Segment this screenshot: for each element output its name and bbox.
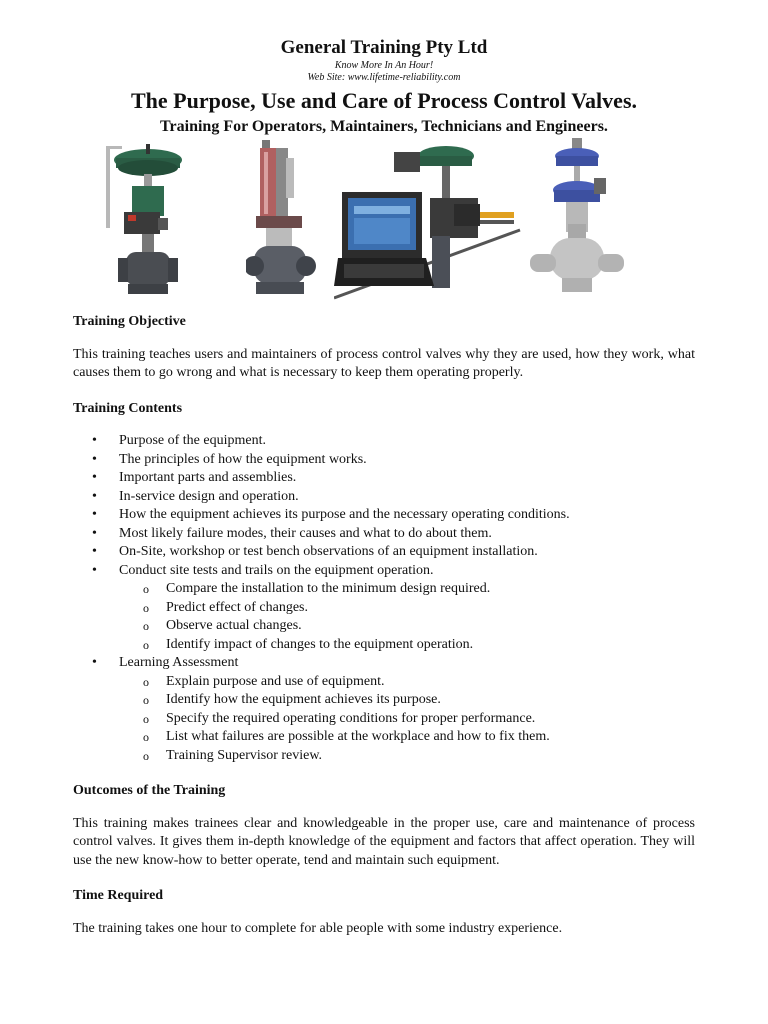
contents-list (73, 432, 695, 765)
list-item (73, 543, 695, 562)
company-name: General Training Pty Ltd (280, 37, 488, 58)
website-line: Web Site: www.lifetime-reliability.com (307, 72, 461, 83)
sub-list-item (119, 617, 695, 636)
tagline: Know More In An Hour! (334, 60, 434, 71)
outcomes-text: This training makes trainees clear and knowledgeable in the proper use, care and maintenance of process control valves. It gives them in-depth knowledge of the equipment and factors that affect operation. They will use the new know-how to better operate, tend and maintain such equipment. (73, 815, 695, 868)
time-heading: Time Required (73, 888, 164, 903)
valve-photo-strip (0, 138, 768, 306)
sub-list-item-text: Training Supervisor review. (166, 747, 323, 763)
list-item-text: Important parts and assemblies. (119, 470, 297, 485)
time-text: The training takes one hour to complete for able people with some industry experience. (73, 920, 563, 936)
document-title: The Purpose, Use and Care of Process Control Valves. (131, 88, 637, 113)
document-body (73, 313, 695, 938)
objective-heading: Training Objective (73, 314, 186, 329)
sub-bullet-marker: o (143, 748, 149, 763)
document-header (0, 36, 768, 138)
list-item-text: Conduct site tests and trails on the equipment operation. (119, 562, 434, 578)
sub-bullet-marker: o (143, 693, 149, 707)
bullet-marker: • (92, 470, 97, 485)
list-item (73, 654, 695, 765)
bullet-marker: • (92, 507, 97, 522)
sub-bullet-marker: o (143, 619, 149, 633)
sub-list-item (119, 747, 695, 766)
sub-list-item-text: Predict effect of changes. (166, 599, 309, 615)
sub-list-item-text: Specify the required operating conditions for proper performance. (166, 710, 536, 726)
list-item (73, 469, 695, 488)
sub-bullet-marker: o (143, 711, 149, 726)
sub-list (119, 580, 695, 654)
list-item-text: In-service design and operation. (119, 488, 299, 504)
sub-list-item-text: Identify how the equipment achieves its purpose. (166, 692, 441, 707)
sub-bullet-marker: o (143, 674, 149, 689)
list-item-text: How the equipment achieves its purpose and the necessary operating conditions. (119, 507, 570, 522)
list-item (73, 525, 695, 544)
bullet-marker: • (92, 433, 97, 448)
outcomes-heading: Outcomes of the Training (73, 783, 226, 798)
bullet-marker: • (92, 562, 97, 578)
list-item (73, 506, 695, 525)
sub-list-item (119, 599, 695, 618)
sub-list-item (119, 691, 695, 710)
list-item-text: The principles of how the equipment works. (119, 451, 367, 467)
bullet-marker: • (92, 525, 97, 541)
bullet-marker: • (92, 544, 97, 559)
control-valve-cylinder-actuator-photo (246, 138, 316, 302)
valve-testing-laptop-setup-photo (334, 138, 524, 302)
control-valve-blue-actuator-photo (530, 138, 624, 302)
list-item-text: Purpose of the equipment. (119, 433, 266, 448)
bullet-marker: • (92, 488, 97, 504)
bullet-marker: • (92, 655, 97, 670)
sub-list-item-text: List what failures are possible at the workplace and how to fix them. (166, 729, 550, 744)
list-item (73, 562, 695, 655)
sub-bullet-marker: o (143, 582, 149, 596)
sub-bullet-marker: o (143, 637, 149, 652)
sub-list-item (119, 580, 695, 599)
sub-list-item-text: Identify impact of changes to the equipment operation. (166, 636, 474, 652)
list-item-text: On-Site, workshop or test bench observations of an equipment installation. (119, 544, 538, 559)
sub-list-item (119, 710, 695, 729)
list-item (73, 451, 695, 470)
sub-list (119, 673, 695, 766)
document-subtitle: Training For Operators, Maintainers, Technicians and Engineers. (160, 118, 608, 135)
contents-heading: Training Contents (73, 400, 183, 416)
sub-list-item-text: Compare the installation to the minimum design required. (166, 581, 491, 596)
bullet-marker: • (92, 451, 97, 467)
sub-list-item (119, 728, 695, 747)
sub-list-item (119, 673, 695, 692)
sub-list-item-text: Explain purpose and use of equipment. (166, 673, 385, 689)
list-item-text: Most likely failure modes, their causes and what to do about them. (119, 525, 492, 541)
list-item-text: Learning Assessment (119, 655, 239, 670)
list-item (73, 488, 695, 507)
sub-bullet-marker: o (143, 600, 149, 615)
sub-list-item-text: Observe actual changes. (166, 618, 302, 633)
control-valve-green-actuator-photo (104, 138, 186, 302)
objective-text: This training teaches users and maintainers of process control valves why they are used, how they work, what causes them to go wrong and what is necessary to keep them operating properly. (73, 346, 695, 380)
list-item (73, 432, 695, 451)
sub-list-item (119, 636, 695, 655)
sub-bullet-marker: o (143, 730, 149, 744)
